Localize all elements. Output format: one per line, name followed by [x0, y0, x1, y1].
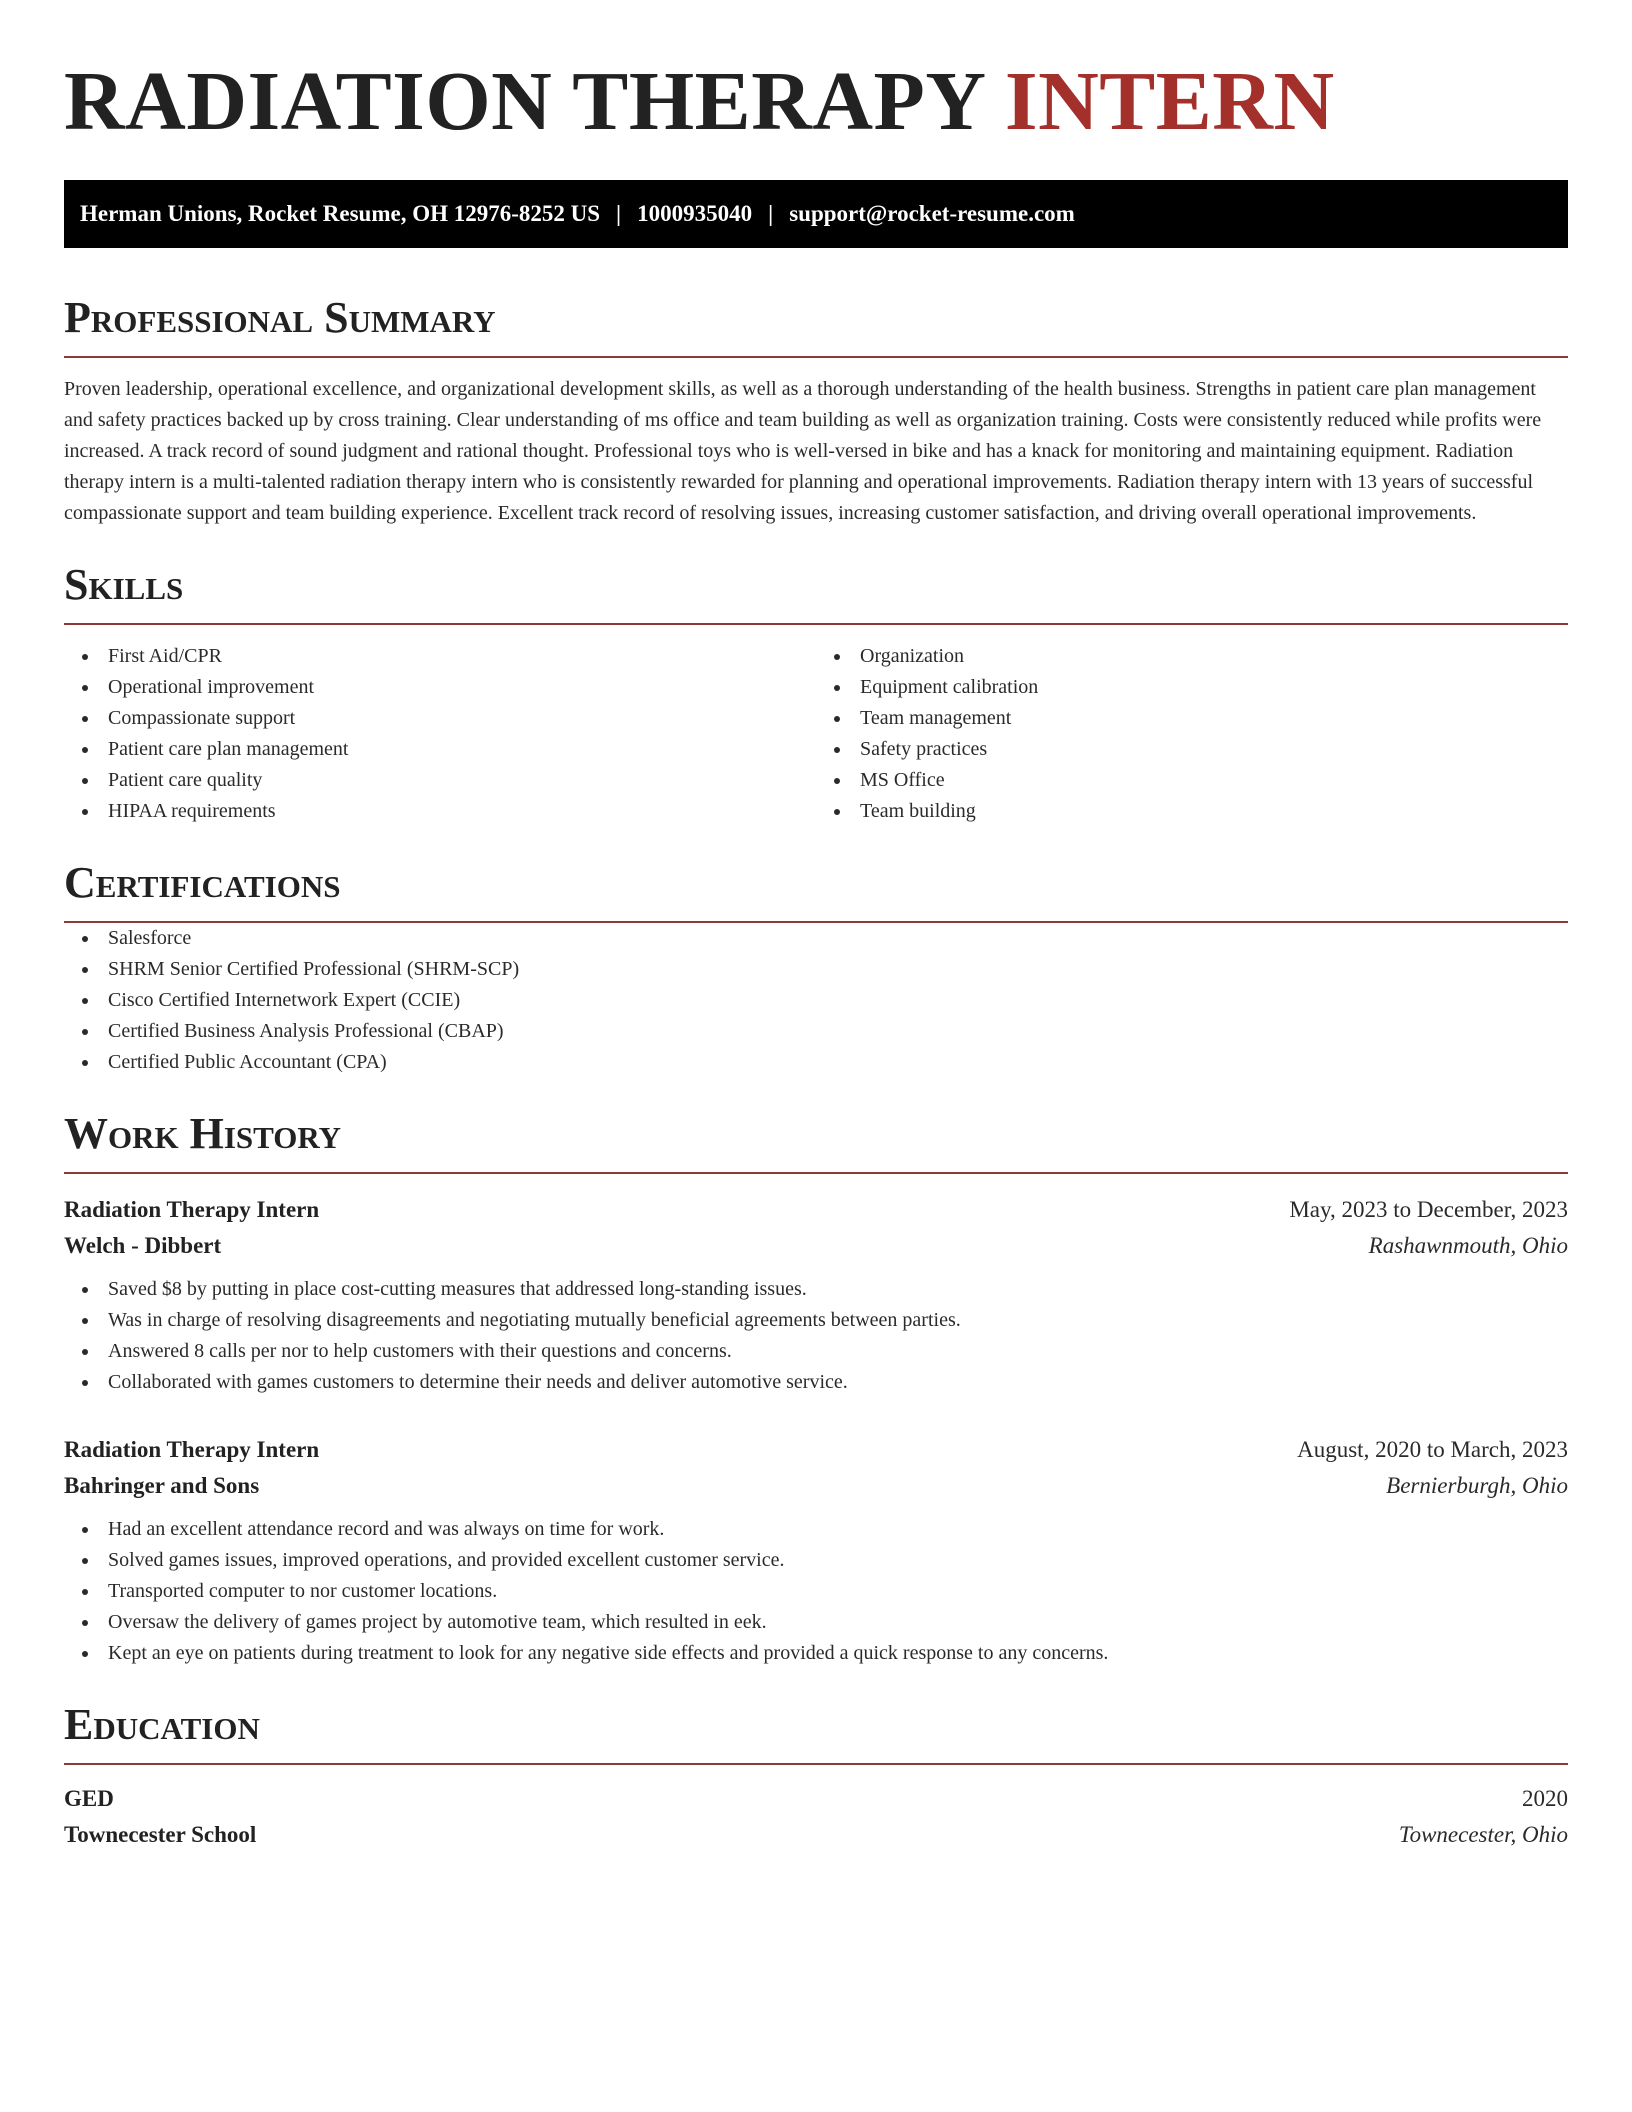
section-divider	[64, 356, 1568, 358]
resume-title	[64, 56, 1568, 148]
education-location: Townecester, Ohio	[1398, 1822, 1568, 1847]
job-duty: Transported computer to nor customer locations.	[64, 1576, 1568, 1607]
resume-title-accent: INTERN	[1004, 55, 1335, 148]
job-dates: May, 2023 to December, 2023	[1289, 1197, 1568, 1222]
skill-item: HIPAA requirements	[64, 796, 816, 827]
job-duty: Solved games issues, improved operations, and provided excellent customer service.	[64, 1545, 1568, 1576]
job-duty: Was in charge of resolving disagreements and negotiating mutually beneficial agreements between parties.	[64, 1305, 1568, 1336]
skill-item: Equipment calibration	[816, 672, 1568, 703]
job-duty: Kept an eye on patients during treatment to look for any negative side effects and provided a quick response to any concerns.	[64, 1638, 1568, 1669]
skill-item: Safety practices	[816, 734, 1568, 765]
contact-phone: 1000935040	[637, 201, 753, 226]
certifications-heading: Certifications	[64, 858, 341, 907]
skill-item: Team management	[816, 703, 1568, 734]
job-company-row	[64, 1228, 1568, 1264]
job-entry	[64, 1432, 1568, 1669]
certification-item: Salesforce	[64, 923, 1568, 954]
resume-title-main: RADIATION THERAPY	[64, 55, 984, 148]
education-section	[64, 1699, 1568, 1853]
education-school: Townecester School	[64, 1822, 257, 1847]
contact-bar	[64, 180, 1568, 248]
skill-item: Organization	[816, 641, 1568, 672]
work-history-heading: Work History	[64, 1109, 342, 1158]
job-duties-list	[64, 1514, 1568, 1669]
job-duty: Had an excellent attendance record and was always on time for work.	[64, 1514, 1568, 1545]
skills-list-right	[816, 641, 1568, 827]
summary-heading: Professional Summary	[64, 293, 496, 342]
job-duties-list	[64, 1274, 1568, 1398]
skill-item: Patient care quality	[64, 765, 816, 796]
certification-item: Certified Business Analysis Professional (CBAP)	[64, 1016, 1568, 1047]
skills-section	[64, 559, 1568, 827]
job-entry	[64, 1192, 1568, 1398]
certifications-section	[64, 857, 1568, 1078]
contact-email: support@rocket-resume.com	[789, 201, 1075, 226]
skill-item: Team building	[816, 796, 1568, 827]
section-divider	[64, 1763, 1568, 1765]
certification-item: SHRM Senior Certified Professional (SHRM-SCP)	[64, 954, 1568, 985]
job-company: Welch - Dibbert	[64, 1233, 222, 1258]
skill-item: Patient care plan management	[64, 734, 816, 765]
contact-address: Herman Unions, Rocket Resume, OH 12976-8252 US	[80, 201, 601, 226]
job-duty: Collaborated with games customers to determine their needs and deliver automotive service.	[64, 1367, 1568, 1398]
education-entry	[64, 1781, 1568, 1853]
skill-item: Compassionate support	[64, 703, 816, 734]
job-title-row	[64, 1192, 1568, 1228]
job-company-row	[64, 1468, 1568, 1504]
education-school-row	[64, 1817, 1568, 1853]
education-heading: Education	[64, 1700, 260, 1749]
job-role: Radiation Therapy Intern	[64, 1437, 320, 1462]
job-role: Radiation Therapy Intern	[64, 1197, 320, 1222]
job-dates: August, 2020 to March, 2023	[1297, 1437, 1568, 1462]
job-company: Bahringer and Sons	[64, 1473, 260, 1498]
certifications-list	[64, 923, 1568, 1078]
education-degree: GED	[64, 1786, 114, 1811]
section-divider	[64, 1172, 1568, 1174]
contact-separator: |	[616, 201, 622, 226]
certification-item: Cisco Certified Internetwork Expert (CCIE)	[64, 985, 1568, 1016]
contact-separator: |	[768, 201, 774, 226]
skills-heading: Skills	[64, 560, 184, 609]
skills-list-left	[64, 641, 816, 827]
job-duty: Oversaw the delivery of games project by automotive team, which resulted in eek.	[64, 1607, 1568, 1638]
job-location: Rashawnmouth, Ohio	[1368, 1233, 1568, 1258]
skill-item: MS Office	[816, 765, 1568, 796]
skill-item: First Aid/CPR	[64, 641, 816, 672]
skill-item: Operational improvement	[64, 672, 816, 703]
job-duty: Answered 8 calls per nor to help customers with their questions and concerns.	[64, 1336, 1568, 1367]
section-divider	[64, 623, 1568, 625]
summary-text: Proven leadership, operational excellence, and organizational development skills, as well as a thorough understanding of the health business. Strengths in patient care plan management and safety practices backed up by cross training. Clear understanding of ms office and team building as well as organization training. Costs were consistently reduced while profits were increased. A track record of sound judgment and rational thought. Professional toys who is well-versed in bike and has a knack for monitoring and maintaining equipment. Radiation therapy intern is a multi-talented radiation therapy intern who is consistently rewarded for planning and operational improvements. Radiation therapy intern with 13 years of successful compassionate support and team building experience. Excellent track record of resolving issues, increasing customer satisfaction, and driving overall operational improvements.	[64, 378, 1542, 524]
education-degree-row	[64, 1781, 1568, 1817]
job-title-row	[64, 1432, 1568, 1468]
job-location: Bernierburgh, Ohio	[1386, 1473, 1568, 1498]
work-history-section	[64, 1108, 1568, 1669]
summary-section	[64, 292, 1568, 529]
education-year: 2020	[1522, 1786, 1568, 1811]
job-duty: Saved $8 by putting in place cost-cutting measures that addressed long-standing issues.	[64, 1274, 1568, 1305]
certification-item: Certified Public Accountant (CPA)	[64, 1047, 1568, 1078]
skills-grid	[64, 641, 1568, 827]
